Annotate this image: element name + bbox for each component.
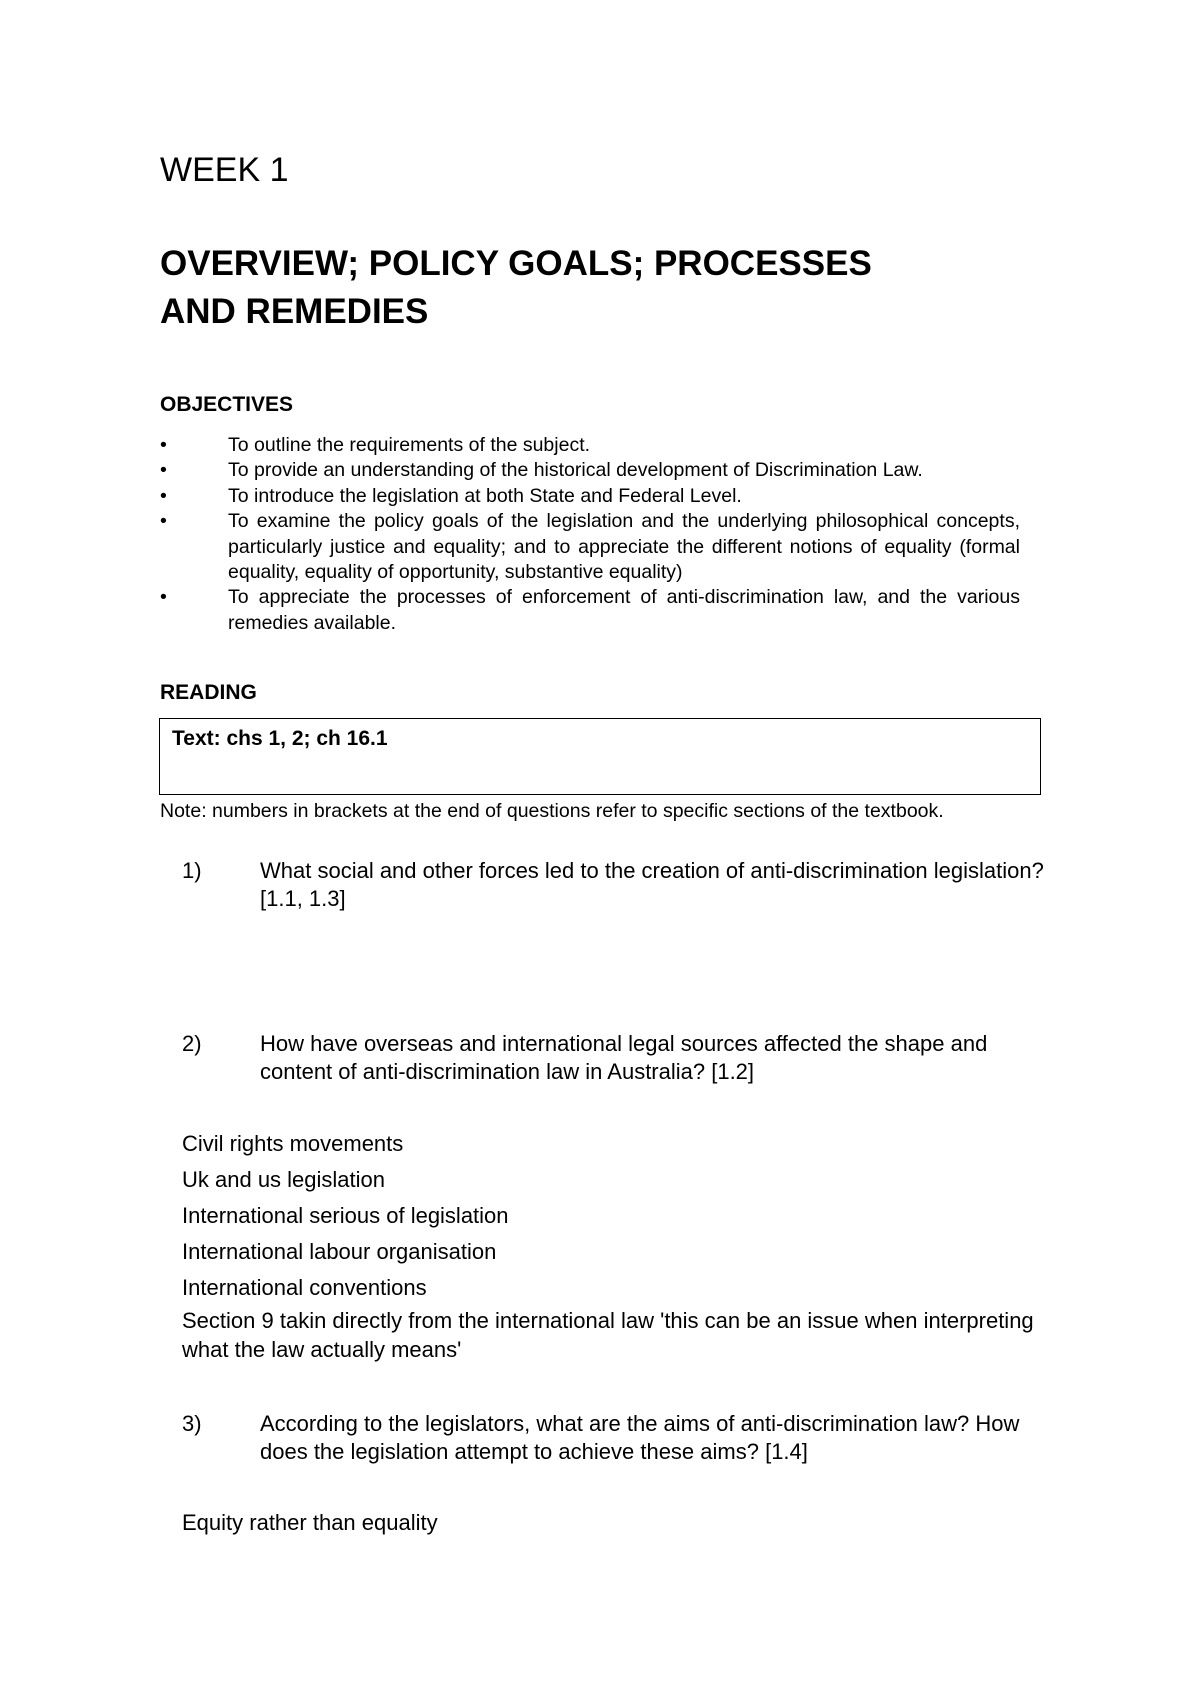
objectives-heading: OBJECTIVES <box>160 393 294 416</box>
objective-item <box>160 458 1020 483</box>
week-label: WEEK 1 <box>160 151 289 189</box>
objective-text: To appreciate the processes of enforcement of anti-discrimination law, and the various remedies available. <box>228 586 1020 634</box>
bullet-icon: • <box>160 459 167 482</box>
bullet-icon: • <box>160 434 167 456</box>
question-number: 1) <box>182 858 202 883</box>
page-title-line-1: OVERVIEW; POLICY GOALS; PROCESSES <box>160 244 872 283</box>
question-2 <box>182 1030 1062 1086</box>
reading-box-text: Text: chs 1, 2; ch 16.1 <box>172 727 388 750</box>
page-title <box>160 240 1060 336</box>
reading-note: Note: numbers in brackets at the end of questions refer to specific sections of the textbook. <box>160 800 944 822</box>
objective-item <box>160 585 1020 636</box>
objective-item <box>160 509 1020 585</box>
answer-line: Section 9 takin directly from the international law 'this can be an issue when interpreting what the law actually means' <box>182 1308 1034 1362</box>
bullet-icon: • <box>160 510 167 533</box>
question-number: 3) <box>182 1411 202 1436</box>
reading-box <box>159 718 1041 795</box>
question-1 <box>182 857 1062 913</box>
answer-line: International conventions <box>182 1275 427 1300</box>
bullet-icon: • <box>160 586 167 609</box>
objective-text: To introduce the legislation at both State and Federal Level. <box>228 484 742 507</box>
question-text: How have overseas and international legal sources affected the shape and content of anti-discrimination law in Australia? [1.2] <box>260 1031 988 1084</box>
answers-question-3 <box>182 1505 1062 1541</box>
answers-question-2 <box>182 1126 1062 1364</box>
answer-line: Equity rather than equality <box>182 1510 438 1535</box>
reading-heading: READING <box>160 681 257 704</box>
objectives-list <box>160 433 1020 636</box>
question-number: 2) <box>182 1031 202 1056</box>
question-text: What social and other forces led to the creation of anti-discrimination legislation? [1.1, 1.3] <box>260 858 1044 911</box>
question-3 <box>182 1410 1062 1466</box>
objective-text: To outline the requirements of the subject. <box>228 434 591 456</box>
objective-item <box>160 433 1020 458</box>
page-title-line-2: AND REMEDIES <box>160 292 429 331</box>
answer-line: International labour organisation <box>182 1239 497 1264</box>
objective-text: To provide an understanding of the historical development of Discrimination Law. <box>228 459 923 482</box>
answer-line: International serious of legislation <box>182 1203 509 1228</box>
bullet-icon: • <box>160 484 167 507</box>
objective-text: To examine the policy goals of the legislation and the underlying philosophical concepts, particularly justice and equality; and to appreciate the different notions of equality (formal equality, equality of opportunity, substantive equality) <box>228 510 1020 584</box>
objective-item <box>160 484 1020 509</box>
answer-line: Uk and us legislation <box>182 1167 386 1192</box>
question-text: According to the legislators, what are the aims of anti-discrimination law? How does the legislation attempt to achieve these aims? [1.4] <box>260 1411 1020 1464</box>
answer-line: Civil rights movements <box>182 1131 404 1156</box>
